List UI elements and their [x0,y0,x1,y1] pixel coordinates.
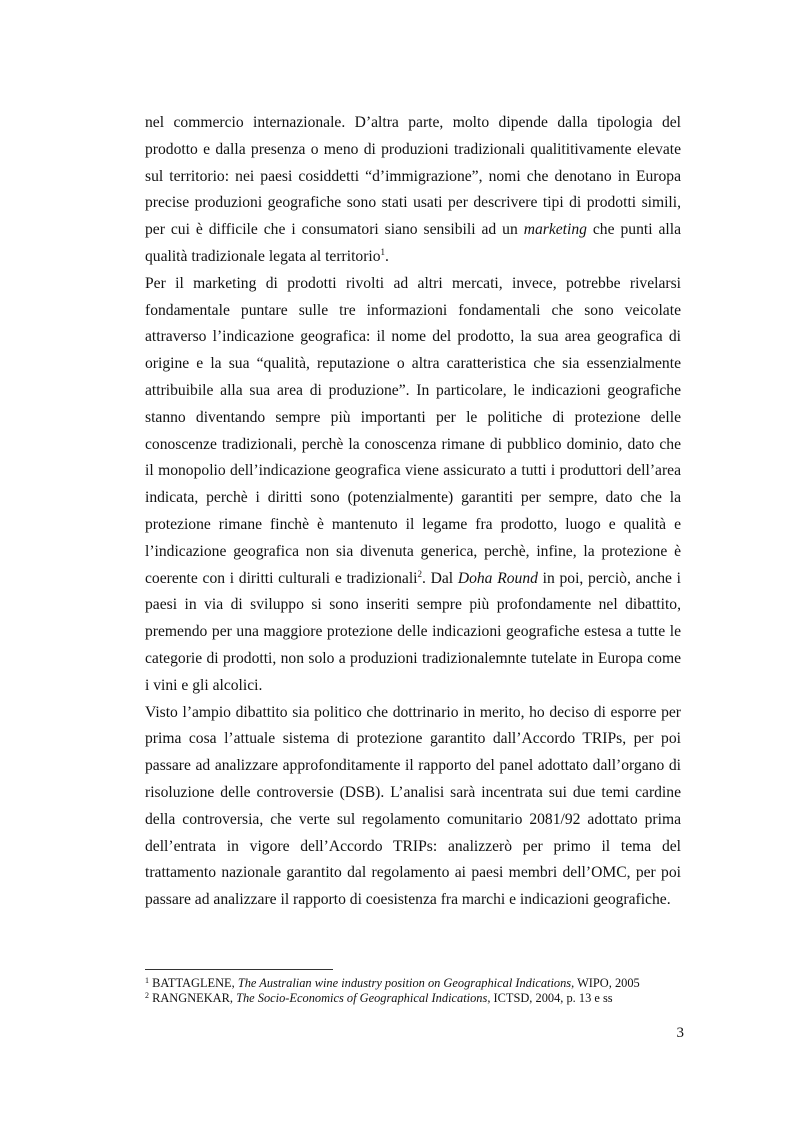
text-run: Per il marketing di prodotti rivolti ad altri mercati, invece, potrebbe rivelarsi fondamentale puntare sulle tre informazioni fondamentali che sono veicolate attraverso l’indicazione geografica: il nome del prodotto, la sua area geografica di origine e la sua “qualità, reputazione o altra caratteristica che sia essenzialmente attribuibile alla sua area di produzione”. In particolare, le indicazioni geografiche stanno diventando sempre più importanti per le politiche di protezione delle conoscenze tradizionali, perchè la conoscenza rimane di pubblico dominio, dato che il monopolio dell’indicazione geografica viene assicurato a tutti i produttori dell’area indicata, perchè i diritti sono (potenzialmente) garantiti per sempre, dato che la protezione rimane finchè è mantenuto il legame fra prodotto, luogo e qualità e l’indicazione geografica non sia divenuta generica, perchè, infine, la protezione è coerente con i diritti culturali e tradizionali [145,274,681,587]
italic-text: The Australian wine industry position on Geographical Indications, [237,976,575,990]
paragraph [145,271,681,700]
text-run: Visto l’ampio dibattito sia politico che dottrinario in merito, ho deciso di esporre per prima cosa l’attuale sistema di protezione garantito dall’Accordo TRIPs, per poi passare ad analizzare approfonditamente il rapporto del panel adottato dall’organo di risoluzione delle controversie (DSB). L’analisi sarà incentrata sui due temi cardine della controversia, che verte sul regolamento comunitario 2081/92 adottato prima dell’entrata in vigore dell’Accordo TRIPs: analizzerò per primo il tema del trattamento nazionale garantito dal regolamento ai paesi membri dell’OMC, per poi passare ad analizzare il rapporto di coesistenza fra marchi e indicazioni geografiche. [145,703,681,909]
italic-text: Doha Round [457,569,538,587]
footnote-separator [145,969,333,970]
footnote [145,976,685,991]
text-run: nel commercio internazionale. D’altra parte, molto dipende dalla tipologia del prodotto e dalla presenza o meno di produzioni tradizionali qualititivamente elevate sul territorio: nei paesi cosiddetti “d’immigrazione”, nomi che denotano in Europa precise produzioni geografiche sono stati usati per descrivere tipi di prodotti simili, per cui è difficile che i consumatori siano sensibili ad un [145,114,681,239]
text-run: . Dal [421,569,458,587]
text-run: in poi, perciò, anche i paesi in via di sviluppo si sono inseriti sempre più profondamente nel dibattito, premendo per una maggiore protezione delle indicazioni geografiche estesa a tutte le categorie di prodotti, non solo a produzioni tradizionalemnte tutelate in Europa come i vini e gli alcolici. [145,569,681,694]
page-number: 3 [676,1025,684,1041]
paragraph [145,110,681,271]
footnotes [145,976,685,1005]
footnote-marker: 1 [380,246,386,257]
text-run: BATTAGLENE, [149,976,238,990]
italic-text: marketing [523,221,587,239]
text-run: RANGNEKAR, [149,990,237,1005]
footnote-marker: 2 [145,990,149,1000]
italic-text: The Socio-Economics of Geographical Indications [236,990,488,1005]
paragraph [145,700,681,914]
text-run: . [385,247,389,265]
footnote-marker: 1 [145,976,149,985]
text-run: che punti alla qualità tradizionale legata al territorio [145,221,681,265]
text-run: , ICTSD, 2004, p. 13 e ss [487,990,613,1005]
body-text [145,110,681,914]
footnote-marker: 2 [417,568,422,579]
text-run: WIPO, 2005 [574,976,640,990]
footnote [145,991,685,1006]
